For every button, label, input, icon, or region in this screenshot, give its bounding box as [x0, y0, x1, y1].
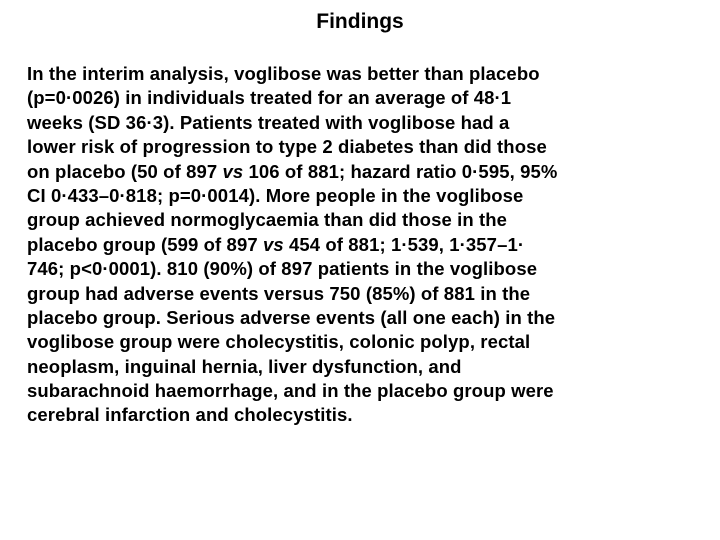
- text-segment: neoplasm, inguinal hernia, liver dysfunction, and: [27, 355, 462, 377]
- findings-paragraph: [27, 62, 709, 428]
- text-segment: group had adverse events versus 750 (85%) of 881 in the: [27, 282, 531, 304]
- text-segment: voglibose group were cholecystitis, colonic polyp, rectal: [27, 331, 531, 353]
- paragraph-line: [27, 184, 709, 208]
- text-segment: 454 of 881; 1·539, 1·357–1·: [283, 233, 525, 255]
- text-segment: cerebral infarction and cholecystitis.: [27, 404, 353, 426]
- paragraph-line: [27, 379, 709, 403]
- paragraph-line: [27, 233, 709, 257]
- paragraph-line: [27, 86, 709, 110]
- paragraph-line: [27, 330, 709, 354]
- paragraph-line: [27, 257, 709, 281]
- paragraph-line: [27, 160, 709, 184]
- italic-text: vs: [222, 160, 244, 182]
- text-segment: group achieved normoglycaemia than did those in the: [27, 209, 508, 231]
- text-segment: 746; p<0·0001). 810 (90%) of 897 patients in the voglibose: [27, 258, 538, 280]
- text-segment: (p=0·0026) in individuals treated for an average of 48·1: [27, 87, 512, 109]
- paragraph-line: [27, 62, 709, 86]
- text-segment: In the interim analysis, voglibose was better than placebo: [27, 63, 540, 84]
- page-title: Findings: [316, 10, 404, 33]
- text-segment: placebo group (599 of 897: [27, 233, 263, 255]
- text-segment: subarachnoid haemorrhage, and in the placebo group were: [27, 380, 554, 402]
- text-segment: 106 of 881; hazard ratio 0·595, 95%: [243, 160, 558, 182]
- paragraph-line: [27, 282, 709, 306]
- paragraph-line: [27, 208, 709, 232]
- paragraph-line: [27, 135, 709, 159]
- text-segment: weeks (SD 36·3). Patients treated with voglibose had a: [27, 111, 510, 133]
- italic-text: vs: [262, 233, 284, 255]
- text-segment: CI 0·433–0·818; p=0·0014). More people in the voglibose: [27, 184, 524, 206]
- text-segment: on placebo (50 of 897: [27, 160, 223, 182]
- paragraph-line: [27, 306, 709, 330]
- paragraph-line: [27, 111, 709, 135]
- paragraph-line: [27, 355, 709, 379]
- text-segment: lower risk of progression to type 2 diabetes than did those: [27, 136, 547, 158]
- text-segment: placebo group. Serious adverse events (all one each) in the: [27, 306, 556, 328]
- paragraph-line: [27, 403, 709, 427]
